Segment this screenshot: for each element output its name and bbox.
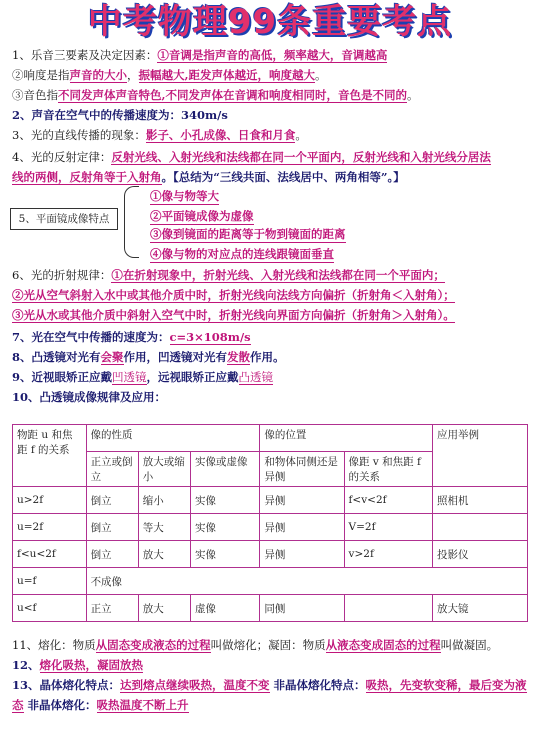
highlight: 熔化吸热，凝固放热 [39,658,144,672]
header-sub: 和物体同侧还是异侧 [260,452,344,487]
highlight: 影子、小孔成像、日食和月食 [145,128,296,142]
cell: 同侧 [260,595,344,622]
mirror-item: ④像与物的对应点的连线跟镜面垂直 [150,247,334,261]
text: 10、凸透镜成像规律及应用： [12,390,167,404]
table-row [13,595,528,622]
text: 9、近视眼矫正应戴 [12,370,113,384]
text: 。 [295,128,307,142]
text: 作用，凹透镜对光有 [123,350,228,364]
cell: 倒立 [86,541,138,568]
point-12 [12,656,532,674]
point-6 [12,266,532,284]
cell: f<v<2f [344,487,432,514]
cell: 异侧 [260,541,344,568]
point-3 [12,126,532,144]
cell: 正立 [86,595,138,622]
cell: 异侧 [260,487,344,514]
text: 6、光的折射规律： [12,268,112,282]
highlight: 凸透镜 [238,370,274,384]
point-6-c [12,306,532,324]
table-row [13,568,528,595]
cell: 放大镜 [433,595,528,622]
point-7 [12,328,532,346]
header-sub: 正立或倒立 [86,452,138,487]
text: 12、 [12,658,40,672]
page-title: 中考物理99条重要考点 [87,2,453,42]
cell [344,595,432,622]
text: 4、光的反射定律： [12,150,112,164]
text: 作用。 [250,350,285,364]
table-row [13,487,528,514]
table-row [13,541,528,568]
cell: 实像 [191,487,260,514]
text: ， [127,68,139,82]
highlight: 从固态变成液态的过程 [95,638,211,652]
text: 叫做凝固。 [440,638,499,652]
text: 7、光在空气中传播的速度为： [12,330,170,344]
cell: V=2f [344,514,432,541]
text: ，远视眼矫正应戴 [146,370,239,384]
cell: 倒立 [86,514,138,541]
cell: 放大 [138,595,190,622]
brace [124,186,139,258]
cell: 倒立 [86,487,138,514]
point-1-label: 1、乐音三要素及决定因素： [12,48,158,62]
text: ③音色指 [12,88,58,102]
highlight: 从液态变成固态的过程 [325,638,441,652]
cell: 实像 [191,541,260,568]
text: 3、光的直线传播的现象： [12,128,146,142]
header-position: 像的位置 [260,425,433,452]
point-9 [12,368,532,386]
header-distance: 物距 u 和焦距 f 的关系 [13,425,87,487]
text: 非晶体熔化特点： [269,678,366,692]
text: 非晶体熔化： [23,698,97,712]
cell: 照相机 [433,487,528,514]
text: 。 [407,88,419,102]
mirror-item: ③像到镜面的距离等于物到镜面的距离 [150,227,346,241]
point-8 [12,348,532,366]
highlight: ③光从水或其他介质中斜射入空气中时，折射光线向界面方向偏折（折射角＞入射角）。 [12,308,455,322]
point-4-cont [12,168,532,186]
highlight: 声音的大小 [69,68,127,82]
cell: u>2f [13,487,87,514]
text: 。【总结为“三线共面、法线居中、两角相等”。】 [161,170,405,184]
point-6-b [12,286,532,304]
text: 。 [315,68,327,82]
lens-table [12,424,528,622]
header-nature: 像的性质 [86,425,260,452]
highlight: c=3×108m/s [169,330,251,344]
cell: 等大 [138,514,190,541]
cell: 不成像 [86,568,527,595]
point-4 [12,148,532,166]
header-sub: 实像或虚像 [191,452,260,487]
point-11 [12,636,532,654]
cell: 实像 [191,514,260,541]
point-13-cont [12,696,532,714]
highlight: 反射光线、入射光线和法线都在同一个平面内，反射光线和入射光线分居法 [111,150,491,164]
highlight: ①在折射现象中，折射光线、入射光线和法线都在同一个平面内； [111,268,445,282]
point-10 [12,388,532,406]
mirror-item: ①像与物等大 [150,189,219,203]
mirror-label: 5、平面镜成像特点 [10,208,118,230]
highlight: 态 [12,698,24,712]
highlight: 发散 [227,350,251,364]
highlight: 会聚 [100,350,124,364]
cell: v>2f [344,541,432,568]
header-sub: 放大或缩小 [138,452,190,487]
highlight: 吸热温度不断上升 [96,698,189,712]
highlight: 达到熔点继续吸热，温度不变 [120,678,270,692]
text: ②响度是指 [12,68,70,82]
point-1-text: ①音调是指声音的高低，频率越大，音调越高 [157,48,388,62]
highlight: 凹透镜 [112,370,147,384]
highlight: ②光从空气斜射入水中或其他介质中时，折射光线向法线方向偏折（折射角＜入射角）； [12,288,455,302]
cell: u=2f [13,514,87,541]
cell: 投影仪 [433,541,528,568]
cell: 缩小 [138,487,190,514]
point-13 [12,676,532,694]
cell: f<u<2f [13,541,87,568]
header-application: 应用举例 [433,425,528,487]
highlight: 吸热，先变软变稀，最后变为液 [365,678,527,692]
point-1-loudness [12,66,532,84]
highlight: 不同发声体声音特色,不同发声体在音调和响度相同时，音色是不同的 [58,88,407,102]
cell: 放大 [138,541,190,568]
highlight: 线的两侧，反射角等于入射角 [12,170,162,184]
cell: 虚像 [191,595,260,622]
text: 13、晶体熔化特点： [12,678,121,692]
point-1-timbre [12,86,532,104]
text: 11、熔化：物质 [12,638,96,652]
cell: 异侧 [260,514,344,541]
text: 叫做熔化；凝固：物质 [210,638,326,652]
cell [433,514,528,541]
mirror-item: ②平面镜成像为虚像 [150,209,254,223]
point-2 [12,106,532,124]
cell: u<f [13,595,87,622]
cell: u=f [13,568,87,595]
text: 8、凸透镜对光有 [12,350,101,364]
table-row [13,514,528,541]
highlight: 340m/s [181,108,228,122]
header-sub: 像距 v 和焦距 f 的关系 [344,452,432,487]
point-1 [12,46,532,64]
highlight: 振幅越大,距发声体越近，响度越大 [138,68,316,82]
text: 2、声音在空气中的传播速度为： [12,108,181,122]
